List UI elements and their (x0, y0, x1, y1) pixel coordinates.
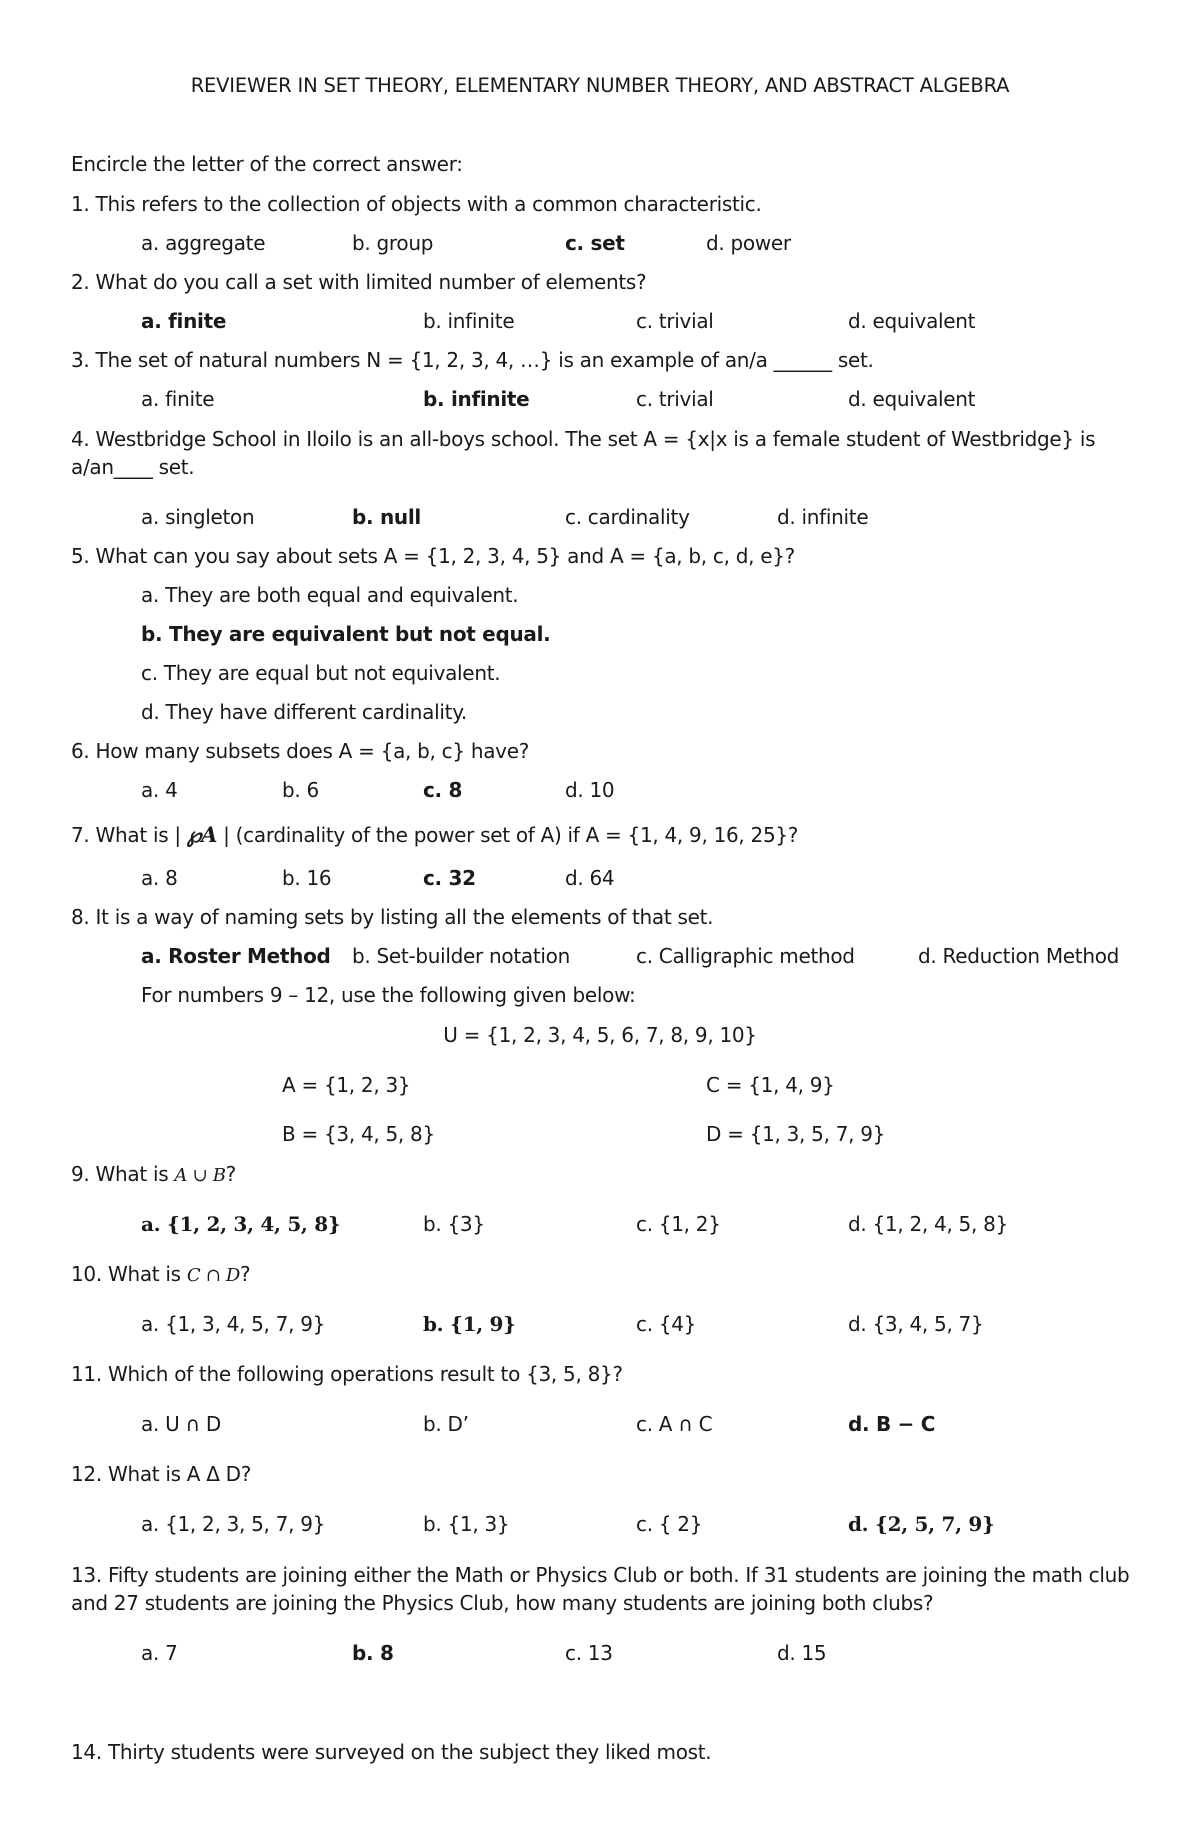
q4-option-c: c. cardinality (565, 505, 690, 529)
question-9 (71, 1162, 236, 1186)
q3-option-d: d. equivalent (848, 387, 976, 411)
instruction: Encircle the letter of the correct answer: (71, 152, 463, 176)
q9-option-a: a. {1, 2, 3, 4, 5, 8} (141, 1212, 341, 1236)
q13-option-b: b. 8 (352, 1641, 394, 1665)
q12-option-d: d. {2, 5, 7, 9} (848, 1512, 995, 1536)
q11-option-c: c. A ∩ C (636, 1412, 713, 1436)
q9-option-b: b. {3} (423, 1212, 485, 1236)
q2-option-b: b. infinite (423, 309, 515, 333)
q10-option-b: b. {1, 9} (423, 1312, 516, 1336)
q6-option-c: c. 8 (423, 778, 463, 802)
q10-option-c: c. {4} (636, 1312, 697, 1336)
q7-option-c: c. 32 (423, 866, 476, 890)
q3-option-a: a. finite (141, 387, 215, 411)
q3-option-c: c. trivial (636, 387, 714, 411)
question-5: 5. What can you say about sets A = {1, 2, 3, 4, 5} and A = {a, b, c, d, e}? (71, 544, 795, 568)
q9-expression: A ∪ B (174, 1165, 226, 1186)
set-c: C = {1, 4, 9} (706, 1073, 835, 1097)
q13-option-a: a. 7 (141, 1641, 178, 1665)
q2-option-c: c. trivial (636, 309, 714, 333)
q8-option-d: d. Reduction Method (918, 944, 1120, 968)
q7-option-a: a. 8 (141, 866, 178, 890)
q10-text-post: ? (240, 1262, 251, 1286)
q11-option-a: a. U ∩ D (141, 1412, 221, 1436)
q1-option-d: d. power (706, 231, 791, 255)
q6-option-a: a. 4 (141, 778, 178, 802)
q12-option-b: b. {1, 3} (423, 1512, 510, 1536)
q4-option-b: b. null (352, 505, 421, 529)
question-2: 2. What do you call a set with limited number of elements? (71, 270, 647, 294)
q12-option-c: c. { 2} (636, 1512, 703, 1536)
q4-option-a: a. singleton (141, 505, 255, 529)
q8-option-c: c. Calligraphic method (636, 944, 855, 968)
q5-option-a: a. They are both equal and equivalent. (141, 583, 519, 607)
q9-option-c: c. {1, 2} (636, 1212, 721, 1236)
set-u: U = {1, 2, 3, 4, 5, 6, 7, 8, 9, 10} (443, 1023, 757, 1047)
page-title: REVIEWER IN SET THEORY, ELEMENTARY NUMBER THEORY, AND ABSTRACT ALGEBRA (190, 74, 1010, 97)
q7-text-post: | (cardinality of the power set of A) if A = {1, 4, 9, 16, 25}? (223, 823, 799, 847)
q9-option-d: d. {1, 2, 4, 5, 8} (848, 1212, 1008, 1236)
question-11: 11. Which of the following operations result to {3, 5, 8}? (71, 1362, 623, 1386)
q7-option-d: d. 64 (565, 866, 615, 890)
q5-option-d: d. They have different cardinality. (141, 700, 467, 724)
q10-option-d: d. {3, 4, 5, 7} (848, 1312, 984, 1336)
question-13: 13. Fifty students are joining either the Math or Physics Club or both. If 31 students are joining the math club and 27 students are joining the Physics Club, how many students are joining both clubs? (71, 1563, 1130, 1615)
q8-option-b: b. Set-builder notation (352, 944, 570, 968)
q1-option-a: a. aggregate (141, 231, 266, 255)
q1-option-b: b. group (352, 231, 434, 255)
question-3: 3. The set of natural numbers N = {1, 2, 3, 4, …} is an example of an/a ______ set. (71, 348, 874, 372)
q7-text-pre: 7. What is | (71, 823, 181, 847)
q13-option-c: c. 13 (565, 1641, 613, 1665)
question-10 (71, 1262, 250, 1286)
q3-option-b: b. infinite (423, 387, 530, 411)
q2-option-d: d. equivalent (848, 309, 976, 333)
q7-option-b: b. 16 (282, 866, 332, 890)
q10-expression: C ∩ D (186, 1265, 241, 1286)
question-7 (71, 822, 798, 847)
q9-text-pre: 9. What is (71, 1162, 175, 1186)
given-intro: For numbers 9 – 12, use the following given below: (141, 983, 636, 1007)
q5-option-c: c. They are equal but not equivalent. (141, 661, 501, 685)
q11-option-d: d. B − C (848, 1412, 936, 1436)
question-8: 8. It is a way of naming sets by listing all the elements of that set. (71, 905, 714, 929)
q11-option-b: b. D’ (423, 1412, 469, 1436)
q10-option-a: a. {1, 3, 4, 5, 7, 9} (141, 1312, 326, 1336)
q1-option-c: c. set (565, 231, 625, 255)
q6-option-d: d. 10 (565, 778, 615, 802)
q13-option-d: d. 15 (777, 1641, 827, 1665)
set-a: A = {1, 2, 3} (282, 1073, 411, 1097)
question-1: 1. This refers to the collection of objects with a common characteristic. (71, 192, 762, 216)
q2-option-a: a. finite (141, 309, 227, 333)
q4-option-d: d. infinite (777, 505, 869, 529)
set-b: B = {3, 4, 5, 8} (282, 1122, 435, 1146)
question-12: 12. What is A Δ D? (71, 1462, 252, 1486)
question-14: 14. Thirty students were surveyed on the subject they liked most. (71, 1740, 712, 1764)
q5-option-b: b. They are equivalent but not equal. (141, 622, 551, 646)
q8-option-a: a. Roster Method (141, 944, 331, 968)
set-d: D = {1, 3, 5, 7, 9} (706, 1122, 886, 1146)
power-set-symbol: ℘A (186, 822, 218, 847)
q12-option-a: a. {1, 2, 3, 5, 7, 9} (141, 1512, 326, 1536)
question-6: 6. How many subsets does A = {a, b, c} have? (71, 739, 530, 763)
q10-text-pre: 10. What is (71, 1262, 187, 1286)
q9-text-post: ? (225, 1162, 236, 1186)
question-4: 4. Westbridge School in Iloilo is an all-boys school. The set A = {x|x is a female student of Westbridge} is a/an____ set. (71, 427, 1096, 479)
q6-option-b: b. 6 (282, 778, 319, 802)
